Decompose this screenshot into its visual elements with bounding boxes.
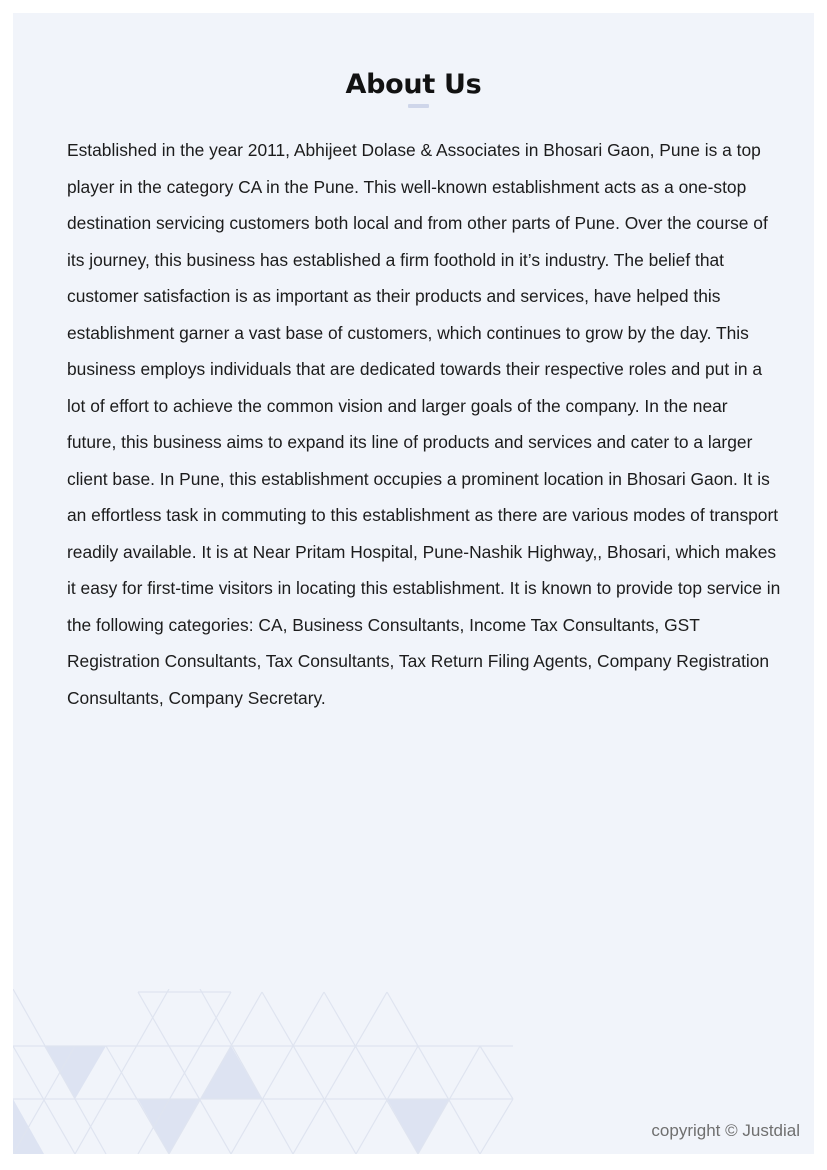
about-us-card bbox=[13, 13, 814, 1154]
triangle-pattern-decoration bbox=[13, 989, 523, 1154]
page-title: About Us bbox=[345, 69, 482, 100]
pattern-filled-triangle bbox=[44, 1046, 106, 1099]
pattern-filled-triangle bbox=[387, 1099, 449, 1154]
pattern-filled-triangle bbox=[138, 1099, 200, 1154]
title-underline bbox=[408, 104, 429, 108]
pattern-filled-triangle bbox=[200, 1046, 262, 1099]
about-paragraph: Established in the year 2011, Abhijeet Dolase & Associates in Bhosari Gaon, Pune is a top player in the category CA in the Pune. This well-known establishment acts as a one-stop destination servicing customers both local and from other parts of Pune. Over the course of its journey, this business has established a firm foothold in it’s industry. The belief that customer satisfaction is as important as their products and services, have helped this establishment garner a vast base of customers, which continues to grow by the day. This business employs individuals that are dedicated towards their respective roles and put in a lot of effort to achieve the common vision and larger goals of the company. In the near future, this business aims to expand its line of products and services and cater to a larger client base. In Pune, this establishment occupies a prominent location in Bhosari Gaon. It is an effortless task in commuting to this establishment as there are various modes of transport readily available. It is at Near Pritam Hospital, Pune-Nashik Highway,, Bhosari, which makes it easy for first-time visitors in locating this establishment. It is known to provide top service in the following categories: CA, Business Consultants, Income Tax Consultants, GST Registration Consultants, Tax Consultants, Tax Return Filing Agents, Company Registration Consultants, Company Secretary. bbox=[67, 140, 781, 708]
copyright-footer: copyright © Justdial bbox=[651, 1121, 800, 1140]
